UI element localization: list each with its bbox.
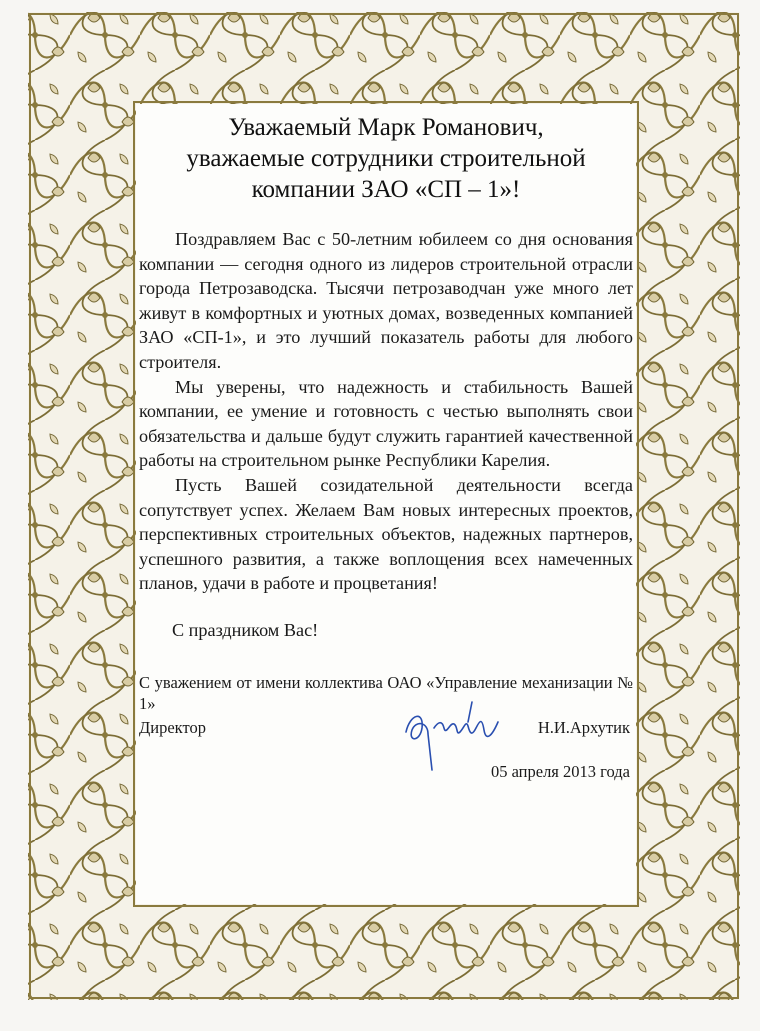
- director-name: Н.И.Архутик: [537, 717, 630, 737]
- letter-date: 05 апреля 2013 года: [490, 761, 630, 781]
- salutation: [136, 112, 636, 205]
- handwritten-signature: [398, 692, 508, 772]
- director-title: Директор: [139, 717, 206, 737]
- paragraph: Поздравляем Вас с 50-летним юбилеем со дня основания компании — сегодня одного из лидеров строительной отрасли города Петрозаводска. Тысячи петрозаводчан уже много лет живут в комфортных и уютных домах, возведенных компанией ЗАО «СП-1», и это лучший показатель работы для любого строителя.: [139, 229, 633, 372]
- signature-block: [136, 714, 636, 781]
- letter-content: [136, 104, 636, 904]
- greeting: С праздником Вас!: [172, 619, 319, 640]
- salutation-line: уважаемые сотрудники строительной: [186, 145, 586, 172]
- salutation-line: Уважаемый Марк Романович,: [228, 114, 544, 141]
- regards-line: С уважением от имени коллектива ОАО «Управление механизации № 1»: [139, 672, 633, 713]
- paragraph: Пусть Вашей созидательной деятельности всегда сопутствует успех. Желаем Вам новых интересных проектов, перспективных строительных объектов, надежных партнеров, успешного развития, а также воплощения всех намеченных планов, удачи в работе и процветания!: [139, 474, 633, 594]
- salutation-line: компании ЗАО «СП – 1»!: [251, 176, 521, 203]
- letter-body: [136, 227, 636, 596]
- paragraph: Мы уверены, что надежность и стабильность Вашей компании, ее умение и готовность с честью выполнять свои обязательства и дальше будут служить гарантией качественной работы на строительном рынке Республики Карелия.: [139, 376, 633, 471]
